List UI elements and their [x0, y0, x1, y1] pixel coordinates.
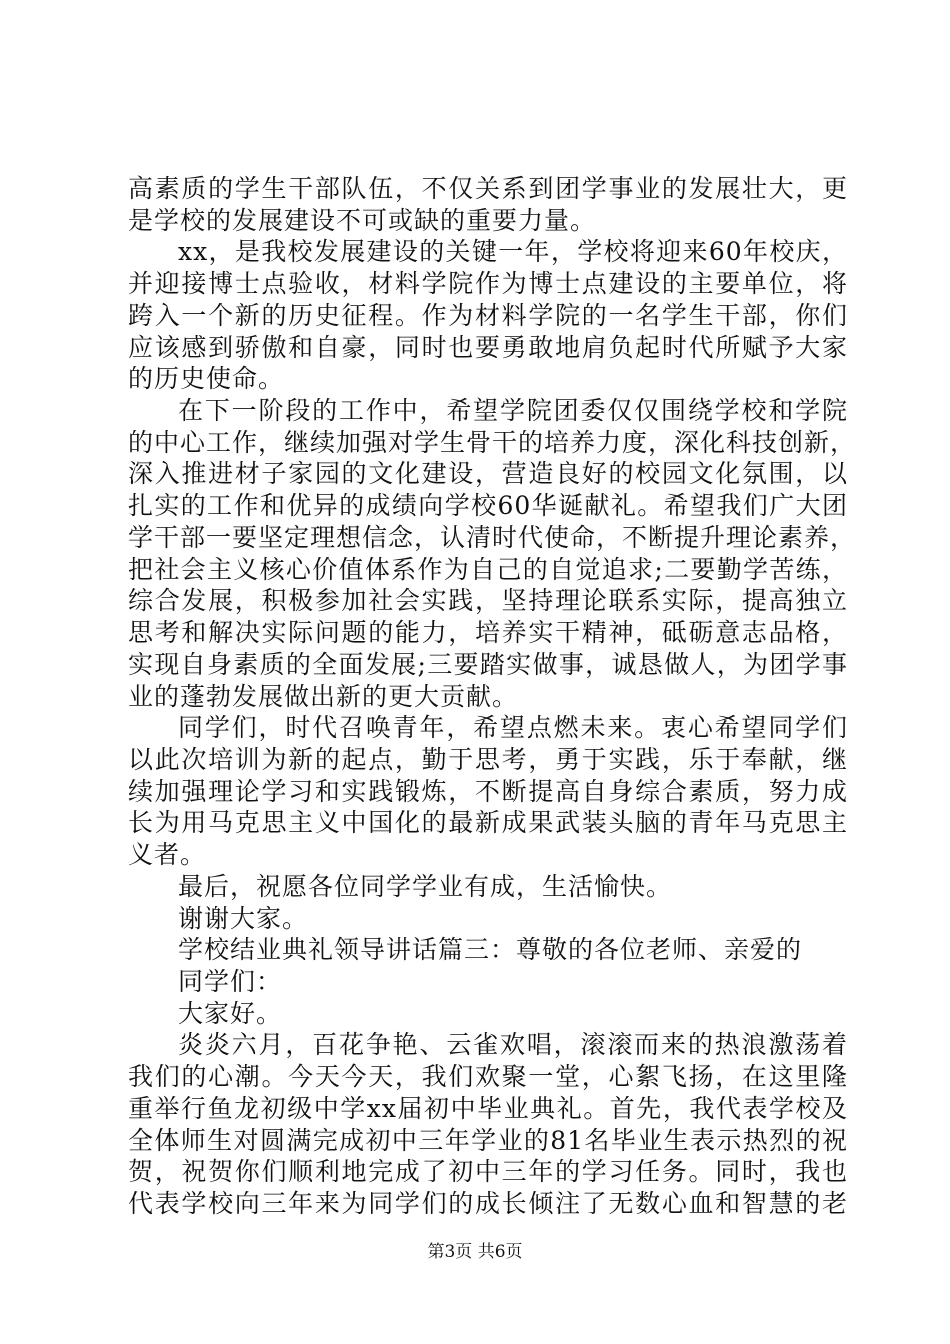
- text-line: 的历史使命。: [128, 364, 285, 393]
- text-line: 高素质的学生干部队伍，不仅关系到团学事业的发展壮大，更: [128, 174, 848, 203]
- text-line: 续加强理论学习和实践锻炼，不断提高自身综合素质，努力成: [128, 777, 848, 806]
- text-line: 最后，祝愿各位同学学业有成，生活愉快。: [178, 872, 673, 901]
- text-line: 代表学校向三年来为同学们的成长倾注了无数心血和智慧的老: [128, 1189, 848, 1218]
- text-line: 应该感到骄傲和自豪，同时也要勇敢地肩负起时代所赋予大家: [128, 333, 848, 362]
- text-line: 扎实的工作和优异的成绩向学校60华诞献礼。希望我们广大团: [128, 491, 848, 520]
- text-line: 把社会主义核心价值体系作为自己的自觉追求;二要勤学苦练，: [128, 555, 848, 584]
- page-footer: 第3页 共6页: [427, 1242, 523, 1262]
- text-line: 跨入一个新的历史征程。作为材料学院的一名学生干部，你们: [128, 301, 848, 330]
- text-line: 大家好。: [178, 999, 283, 1028]
- text-line: 思考和解决实际问题的能力，培养实干精神，砥砺意志品格，: [128, 618, 848, 647]
- text-line: 是学校的发展建设不可或缺的重要力量。: [128, 206, 597, 235]
- text-line: 在下一阶段的工作中，希望学院团委仅仅围绕学校和学院: [178, 396, 848, 425]
- text-line: 长为用马克思主义中国化的最新成果武装头脑的青年马克思主: [128, 808, 848, 837]
- text-line: xx，是我校发展建设的关键一年，学校将迎来60年校庆，: [178, 237, 848, 266]
- text-line: 的中心工作，继续加强对学生骨干的培养力度，深化科技创新，: [128, 428, 857, 457]
- text-line: 我们的心潮。今天今天，我们欢聚一堂，心絮飞扬，在这里隆: [128, 1062, 848, 1091]
- text-line: 以此次培训为新的起点，勤于思考，勇于实践，乐于奉献，继: [128, 745, 848, 774]
- text-line: 并迎接博士点验收，材料学院作为博士点建设的主要单位，将: [128, 269, 848, 298]
- text-line: 全体师生对圆满完成初中三年学业的81名毕业生表示热烈的祝: [128, 1126, 848, 1155]
- text-line: 重举行鱼龙初级中学xx届初中毕业典礼。首先，我代表学校及: [128, 1094, 848, 1123]
- text-line: 同学们：: [178, 967, 283, 996]
- text-line: 谢谢大家。: [178, 904, 309, 933]
- text-line: 实现自身素质的全面发展;三要踏实做事，诚恳做人，为团学事: [128, 650, 848, 679]
- text-line: 同学们，时代召唤青年，希望点燃未来。衷心希望同学们: [178, 713, 848, 742]
- text-line: 炎炎六月，百花争艳、云雀欢唱，滚滚而来的热浪激荡着: [178, 1030, 848, 1059]
- text-line: 业的蓬勃发展做出新的更大贡献。: [128, 682, 519, 711]
- text-line: 义者。: [128, 840, 207, 869]
- text-line: 深入推进材子家园的文化建设，营造良好的校园文化氛围，以: [128, 459, 848, 488]
- text-line: 学校结业典礼领导讲话篇三：尊敬的各位老师、亲爱的: [178, 935, 803, 964]
- text-line: 学干部一要坚定理想信念，认清时代使命，不断提升理论素养，: [128, 523, 857, 552]
- text-line: 综合发展，积极参加社会实践，坚持理论联系实际，提高独立: [128, 586, 848, 615]
- text-line: 贺，祝贺你们顺利地完成了初中三年的学习任务。同时，我也: [128, 1157, 848, 1186]
